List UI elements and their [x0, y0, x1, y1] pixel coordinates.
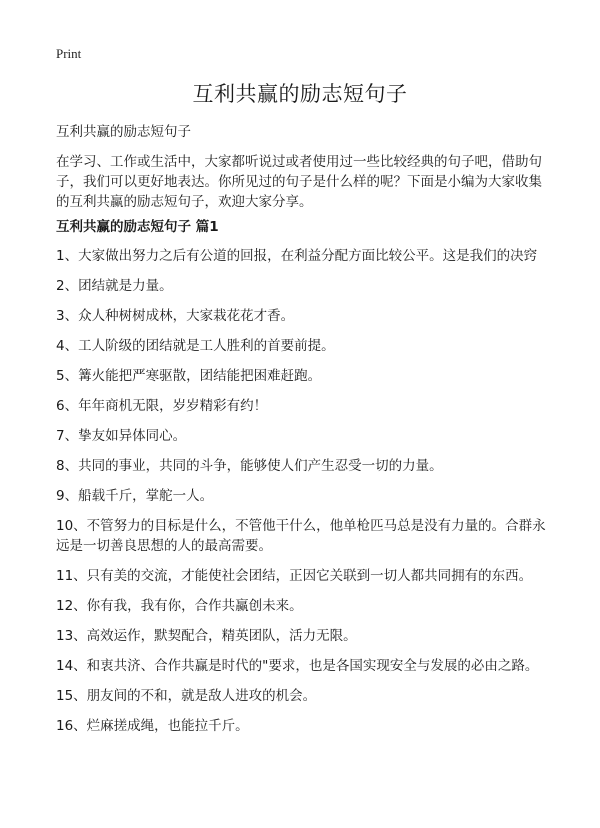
page-title: 互利共赢的励志短句子 [192, 82, 408, 106]
list-item: 4、工人阶级的团结就是工人胜利的首要前提。 [56, 338, 335, 354]
intro-paragraph: 在学习、工作或生活中，大家都听说过或者使用过一些比较经典的句子吧，借助句子，我们可以更好地表达。你所见过的句子是什么样的呢？下面是小编为大家收集的互利共赢的励志短句子，欢迎大家分享。 [56, 154, 542, 210]
list-item: 16、烂麻搓成绳，也能拉千斤。 [56, 718, 249, 734]
list-item: 15、朋友间的不和，就是敌人进攻的机会。 [56, 688, 317, 704]
list-item: 2、团结就是力量。 [56, 278, 173, 294]
list-item: 12、你有我，我有你，合作共赢创未来。 [56, 598, 303, 614]
quote-list [56, 246, 548, 746]
print-link[interactable]: Print [56, 46, 82, 61]
list-item: 10、不管努力的目标是什么，不管他干什么，他单枪匹马总是没有力量的。合群永远是一切善良思想的人的最高需要。 [56, 518, 546, 554]
list-item: 1、大家做出努力之后有公道的回报，在利益分配方面比较公平。这是我们的决窍 [56, 248, 538, 264]
list-item: 9、船载千斤，掌舵一人。 [56, 488, 214, 504]
list-item: 13、高效运作，默契配合，精英团队，活力无限。 [56, 628, 357, 644]
article-subtitle: 互利共赢的励志短句子 [56, 124, 191, 140]
list-item: 6、年年商机无限，岁岁精彩有约！ [56, 398, 268, 414]
list-item: 5、篝火能把严寒驱散，团结能把困难赶跑。 [56, 368, 322, 384]
list-item: 14、和衷共济、合作共赢是时代的"要求，也是各国实现安全与发展的必由之路。 [56, 658, 539, 674]
list-item: 3、众人种树树成林，大家栽花花才香。 [56, 308, 295, 324]
list-item: 7、挚友如异体同心。 [56, 428, 187, 444]
list-item: 11、只有美的交流，才能使社会团结，正因它关联到一切人都共同拥有的东西。 [56, 568, 533, 584]
list-item: 8、共同的事业，共同的斗争，能够使人们产生忍受一切的力量。 [56, 458, 443, 474]
section-heading: 互利共赢的励志短句子 篇1 [56, 219, 219, 235]
